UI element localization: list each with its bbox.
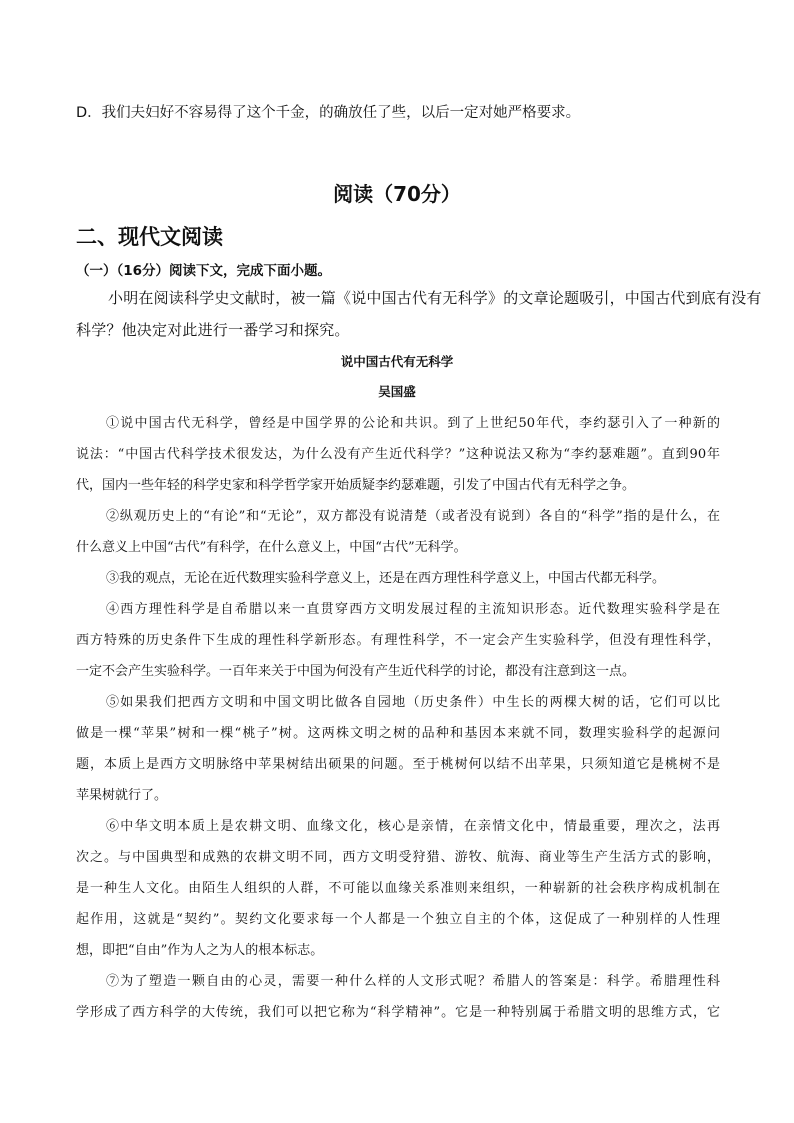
article-line: ⑥中华文明本质上是农耕文明、血缘文化，核心是亲情，在亲情文化中，情最重要，理次之，法再 (106, 819, 720, 834)
article-title: 说中国古代有无科学 (340, 354, 454, 369)
article-author: 吴国盛 (378, 384, 416, 399)
section-title: 阅读（70分） (333, 182, 461, 206)
sub-heading: （一）（16分）阅读下文，完成下面小题。 (76, 263, 332, 279)
article-line: 代，国内一些年轻的科学史家和科学哲学家开始质疑李约瑟难题，引发了中国古代有无科学之争。 (76, 478, 636, 493)
article-line: ⑦为了塑造一颗自由的心灵，需要一种什么样的人文形式呢？希腊人的答案是：科学。希腊理性科 (106, 974, 720, 989)
option-d: D．我们夫妇好不容易得了这个千金，的确放任了些，以后一定对她严格要求。 (76, 105, 581, 121)
article-line: ①说中国古代无科学，曾经是中国学界的公论和共识。到了上世纪50年代，李约瑟引入了一种新的 (106, 416, 720, 431)
intro-line: 小明在阅读科学史文献时，被一篇《说中国古代有无科学》的文章论题吸引，中国古代到底有没有 (108, 289, 762, 307)
article-line: ②纵观历史上的“有论”和“无论”，双方都没有说清楚（或者没有说到）各自的“科学”指的是什么，在 (106, 509, 720, 524)
article-line: 一定不会产生实验科学。一百年来关于中国为何没有产生近代科学的讨论，都没有注意到这一点。 (76, 664, 636, 679)
article-line: ③我的观点，无论在近代数理实验科学意义上，还是在西方理性科学意义上，中国古代都无科学。 (106, 571, 666, 586)
article-line: 是一种生人文化。由陌生人组织的人群，不可能以血缘关系准则来组织，一种崭新的社会秩序构成机制在 (76, 881, 720, 896)
article-line: 学形成了西方科学的大传统，我们可以把它称为“科学精神”。它是一种特别属于希腊文明的思维方式，它 (76, 1005, 720, 1020)
part-heading: 二、现代文阅读 (76, 225, 223, 249)
article-line: 说法：“中国古代科学技术很发达，为什么没有产生近代科学？”这种说法又称为“李约瑟难题”。直到90年 (76, 447, 720, 462)
article-line: 题，本质上是西方文明脉络中苹果树结出硕果的问题。至于桃树何以结不出苹果，只须知道它是桃树不是 (76, 757, 720, 772)
article-line: ④西方理性科学是自希腊以来一直贯穿西方文明发展过程的主流知识形态。近代数理实验科学是在 (106, 602, 720, 617)
article-line: 次之。与中国典型和成熟的农耕文明不同，西方文明受狩猎、游牧、航海、商业等生产生活方式的影响， (76, 850, 720, 865)
article-line: 做是一棵“苹果”树和一棵“桃子”树。这两株文明之树的品种和基因本来就不同，数理实验科学的起源问 (76, 726, 720, 741)
article-line: 什么意义上中国“古代”有科学，在什么意义上，中国“古代”无科学。 (76, 540, 467, 555)
article-line: 苹果树就行了。 (76, 788, 168, 803)
article-line: 想，即把“自由”作为人之为人的根本标志。 (76, 943, 324, 958)
article-line: 西方特殊的历史条件下生成的理性科学新形态。有理性科学，不一定会产生实验科学，但没有理性科学， (76, 633, 720, 648)
article-line: ⑤如果我们把西方文明和中国文明比做各自园地（历史条件）中生长的两棵大树的话，它们可以比 (106, 695, 720, 710)
intro-line: 科学？他决定对此进行一番学习和探究。 (76, 321, 350, 339)
article-line: 起作用，这就是“契约”。契约文化要求每一个人都是一个独立自主的个体，这促成了一种别样的人性理 (76, 912, 720, 927)
